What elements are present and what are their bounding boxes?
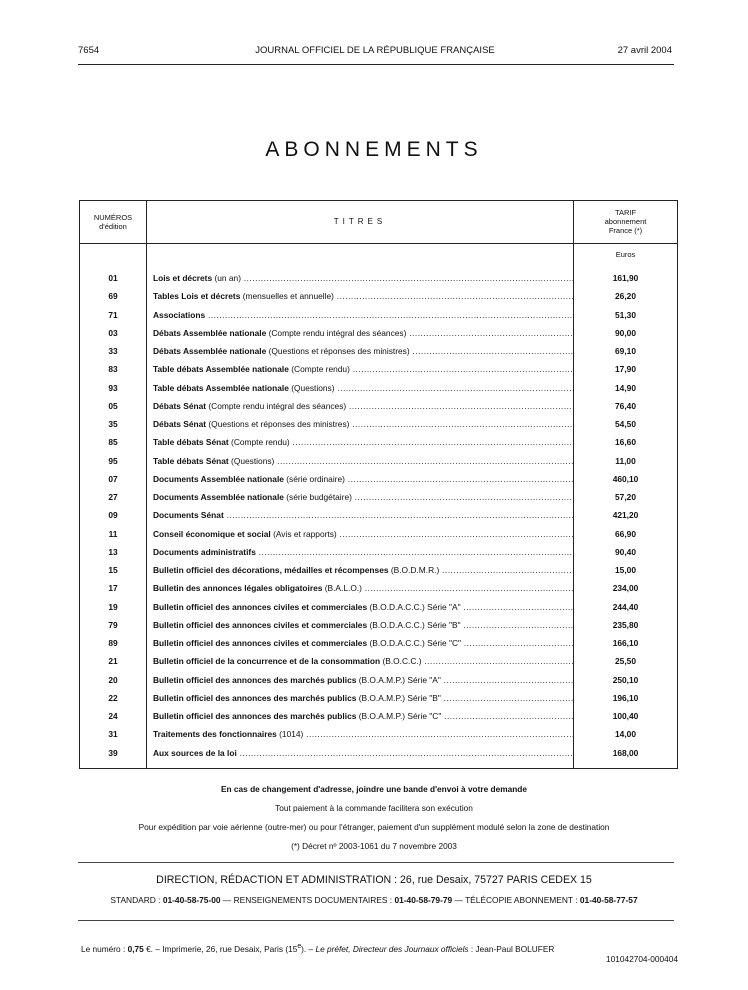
subscription-price: 16,60 [615, 437, 636, 448]
edition-number: 71 [108, 309, 118, 320]
journal-title: JOURNAL OFFICIEL DE LA RÉPUBLIQUE FRANÇAISE [255, 45, 495, 56]
standard-label: STANDARD : [110, 895, 161, 905]
publication-title [153, 693, 573, 703]
header-tarif-line1: TARIF [614, 208, 637, 217]
table-row [80, 360, 677, 378]
publication-detail: (Compte rendu) [231, 437, 290, 448]
publication-detail: (Avis et rapports) [273, 528, 337, 539]
table-row [80, 634, 677, 652]
edition-number: 31 [108, 729, 118, 740]
publication-detail: (Compte rendu) [291, 364, 350, 375]
edition-number: 11 [108, 528, 118, 539]
publication-title [153, 547, 573, 557]
publication-name: Bulletin officiel des annonces des marchés publics [153, 674, 357, 685]
publication-detail: (1014) [279, 729, 304, 740]
header-tarif-line3: France (*) [608, 226, 643, 235]
header-tarif-line2: abonnement [604, 217, 647, 226]
subscription-price: 57,20 [615, 492, 636, 502]
subscription-price: 161,90 [612, 273, 639, 283]
edition-number: 13 [108, 546, 118, 557]
publication-title [153, 656, 573, 666]
publication-name: Traitements des fonctionnaires [153, 729, 277, 740]
publication-name: Débats Sénat [153, 400, 207, 411]
publication-name: Lois et décrets [153, 273, 213, 283]
edition-number: 01 [108, 273, 118, 283]
page-number: 7654 [78, 45, 100, 56]
table-row [80, 689, 677, 707]
header-numeros-line1: NUMÉROS [93, 213, 133, 222]
publication-name: Documents Sénat [153, 510, 224, 521]
edition-number: 20 [108, 674, 118, 685]
table-row [80, 397, 677, 415]
subscription-price: 51,30 [615, 309, 636, 320]
edition-number: 17 [108, 583, 118, 594]
footer-director-title: Le préfet, Directeur des Journaux officiels [315, 943, 469, 954]
table-row [80, 488, 677, 506]
publication-name: Tables Lois et décrets [153, 291, 241, 302]
subscription-price: 90,00 [615, 327, 636, 338]
publication-name: Bulletin officiel des décorations, médailles et récompenses [153, 565, 389, 575]
publication-title [153, 310, 573, 320]
footer-sup: e [297, 943, 302, 950]
edition-number: 35 [108, 419, 118, 429]
subscription-price: 244,40 [612, 601, 639, 612]
publication-title [153, 529, 573, 539]
table-row [80, 269, 677, 287]
footer-imprint [81, 943, 678, 954]
edition-number: 69 [108, 291, 118, 302]
page-header [78, 45, 672, 59]
publication-title [153, 583, 573, 593]
publication-name: Table débats Assemblée nationale [153, 382, 289, 393]
publication-detail: (mensuelles et annuelle) [242, 291, 334, 302]
edition-number: 79 [108, 619, 118, 630]
edition-number: 93 [108, 382, 118, 393]
publication-title [153, 437, 573, 447]
publication-name: Conseil économique et social [153, 528, 271, 539]
edition-number: 15 [108, 565, 118, 575]
publication-name: Table débats Assemblée nationale [153, 364, 289, 375]
footer-prefix: Le numéro : [81, 943, 126, 954]
subscription-price: 66,90 [615, 528, 636, 539]
table-row [80, 452, 677, 470]
footer-after-sup: ). – [301, 943, 314, 954]
currency-label: Euros [615, 250, 636, 259]
subscription-price: 54,50 [615, 419, 636, 429]
phone-line [0, 895, 748, 905]
standard-number: 01-40-58-75-00 [162, 895, 221, 905]
publication-title [153, 711, 573, 721]
publication-name: Bulletin officiel des annonces des marchés publics [153, 711, 357, 721]
publication-title [153, 675, 573, 685]
table-row [80, 561, 677, 579]
publication-title [153, 328, 573, 338]
publication-detail: (B.O.A.M.P.) Série "A" [358, 674, 441, 685]
publication-detail: (un an) [214, 273, 241, 283]
publication-name: Documents Assemblée nationale [153, 473, 284, 484]
publication-detail: (B.A.L.O.) [324, 583, 362, 594]
publication-detail: (B.O.A.M.P.) Série "C" [358, 711, 442, 721]
publication-title [153, 602, 573, 612]
footer-code: 101042704-000404 [606, 953, 678, 964]
publication-title [153, 456, 573, 466]
edition-number: 05 [108, 400, 118, 411]
table-row [80, 506, 677, 524]
subscription-price: 25,50 [615, 656, 636, 667]
publication-name: Bulletin officiel des annonces civiles et commerciales [153, 601, 368, 612]
publication-title [153, 383, 573, 393]
subscription-price: 100,40 [612, 711, 639, 721]
edition-number: 39 [108, 747, 118, 758]
publication-detail: (B.O.D.A.C.C.) Série "B" [369, 619, 461, 630]
header-tarif [574, 208, 677, 235]
subscriptions-table [79, 200, 678, 769]
publication-detail: (Questions) [291, 382, 335, 393]
subscription-price: 14,90 [615, 382, 636, 393]
issue-date: 27 avril 2004 [617, 45, 672, 56]
publication-title [153, 474, 573, 484]
divider [78, 920, 674, 921]
footer [81, 943, 678, 964]
publication-detail: (B.O.C.C.) [382, 656, 422, 667]
subscription-price: 235,80 [612, 619, 639, 630]
publication-detail: (Questions et réponses des ministres) [208, 419, 350, 429]
publication-title [153, 346, 573, 356]
header-numeros-line2: d'édition [99, 222, 127, 231]
header-divider [78, 64, 674, 65]
publication-name: Bulletin officiel de la concurrence et de la consommation [153, 656, 381, 667]
publication-name: Bulletin officiel des annonces civiles et commerciales [153, 638, 368, 648]
edition-number: 09 [108, 510, 118, 521]
table-row [80, 433, 677, 451]
subscription-price: 17,90 [615, 364, 636, 375]
subscription-price: 15,00 [615, 565, 636, 575]
publication-name: Aux sources de la loi [153, 747, 237, 758]
publication-title [153, 510, 573, 520]
shipping-note: Pour expédition par voie aérienne (outre-mer) ou pour l'étranger, paiement d'un supplément modulé selon la zone de destination [138, 822, 610, 832]
payment-note: Tout paiement à la commande facilitera son exécution [275, 803, 473, 813]
edition-number: 07 [108, 473, 118, 484]
publication-name: Table débats Sénat [153, 455, 229, 466]
publication-detail: (Compte rendu intégral des séances) [208, 400, 347, 411]
edition-number: 19 [108, 601, 118, 612]
publication-detail: (Questions) [231, 455, 275, 466]
table-row [80, 379, 677, 397]
publication-title [153, 291, 573, 301]
subscription-price: 250,10 [612, 674, 639, 685]
edition-number: 21 [108, 656, 118, 667]
subscription-price: 14,00 [615, 729, 636, 740]
table-row [80, 616, 677, 634]
subscription-price: 11,00 [615, 455, 636, 466]
publication-title [153, 638, 573, 648]
telecopie-label: — TÉLÉCOPIE ABONNEMENT : [454, 895, 578, 905]
subscription-price: 168,00 [612, 747, 639, 758]
edition-number: 03 [108, 327, 118, 338]
table-row [80, 525, 677, 543]
publication-name: Bulletin officiel des annonces civiles et commerciales [153, 619, 368, 630]
table-row [80, 342, 677, 360]
table-header [80, 201, 677, 244]
edition-number: 89 [108, 638, 118, 648]
publication-detail: (Questions et réponses des ministres) [268, 346, 410, 356]
telecopie-number: 01-40-58-77-57 [579, 895, 638, 905]
table-row [80, 744, 677, 762]
publication-name: Table débats Sénat [153, 437, 229, 448]
publication-title [153, 729, 573, 739]
edition-number: 83 [108, 364, 118, 375]
publication-title [153, 401, 573, 411]
subscription-price: 421,20 [612, 510, 639, 521]
publication-name: Débats Assemblée nationale [153, 327, 267, 338]
change-address-note: En cas de changement d'adresse, joindre une bande d'envoi à votre demande [221, 784, 527, 794]
renseignements-number: 01-40-58-79-79 [394, 895, 453, 905]
subscription-price: 166,10 [612, 638, 639, 648]
publication-name: Bulletin des annonces légales obligatoires [153, 583, 323, 594]
edition-number: 22 [108, 692, 118, 703]
table-row [80, 287, 677, 305]
subscription-price: 76,40 [615, 400, 636, 411]
table-row [80, 324, 677, 342]
table-row [80, 598, 677, 616]
table-row [80, 671, 677, 689]
publication-title [153, 492, 573, 502]
publication-name: Documents Assemblée nationale [153, 492, 284, 502]
renseignements-label: — RENSEIGNEMENTS DOCUMENTAIRES : [222, 895, 393, 905]
decree-note: (*) Décret nº 2003-1061 du 7 novembre 2003 [291, 841, 457, 851]
publication-name: Bulletin officiel des annonces des marchés publics [153, 692, 357, 703]
table-row [80, 725, 677, 743]
table-row [80, 415, 677, 433]
subscription-price: 26,20 [615, 291, 636, 302]
table-row [80, 543, 677, 561]
footer-director-name: : Jean-Paul BOLUFER [470, 943, 555, 954]
publication-title [153, 620, 573, 630]
notes [0, 784, 748, 860]
edition-number: 27 [108, 492, 118, 502]
publication-detail: (Compte rendu intégral des séances) [268, 327, 407, 338]
footer-printer: €. – Imprimerie, 26, rue Desaix, Paris (15 [146, 943, 298, 954]
subscription-price: 196,10 [612, 692, 639, 703]
subscription-price: 90,40 [615, 546, 636, 557]
publication-detail: (série budgétaire) [286, 492, 352, 502]
publication-detail: (B.O.A.M.P.) Série "B" [358, 692, 441, 703]
publication-name: Associations [153, 309, 206, 320]
publication-detail: (B.O.D.M.R.) [390, 565, 440, 575]
table-row [80, 470, 677, 488]
publication-detail: (B.O.D.A.C.C.) Série "A" [369, 601, 461, 612]
table-body [80, 269, 677, 762]
table-row [80, 707, 677, 725]
footer-price: 0,75 [127, 943, 144, 954]
header-numeros [80, 213, 146, 231]
publication-title [153, 419, 573, 429]
table-row [80, 306, 677, 324]
publication-name: Documents administratifs [153, 546, 256, 557]
publication-title [153, 273, 573, 283]
publication-detail: (série ordinaire) [286, 473, 345, 484]
table-row [80, 652, 677, 670]
publication-detail: (B.O.D.A.C.C.) Série "C" [369, 638, 462, 648]
header-titres: TITRES [333, 217, 387, 226]
publication-title [153, 565, 573, 575]
direction-address: DIRECTION, RÉDACTION ET ADMINISTRATION : 26, rue Desaix, 75727 PARIS CEDEX 15 [156, 874, 592, 886]
publication-title [153, 364, 573, 374]
table-row [80, 579, 677, 597]
divider [78, 862, 674, 863]
subscription-price: 69,10 [615, 346, 636, 356]
edition-number: 85 [108, 437, 118, 448]
edition-number: 33 [108, 346, 118, 356]
edition-number: 95 [108, 455, 118, 466]
edition-number: 24 [108, 711, 118, 721]
subscription-price: 460,10 [612, 473, 639, 484]
publication-name: Débats Sénat [153, 419, 207, 429]
publication-name: Débats Assemblée nationale [153, 346, 267, 356]
page-title: ABONNEMENTS [265, 138, 483, 161]
subscription-price: 234,00 [612, 583, 639, 594]
publication-title [153, 748, 573, 758]
